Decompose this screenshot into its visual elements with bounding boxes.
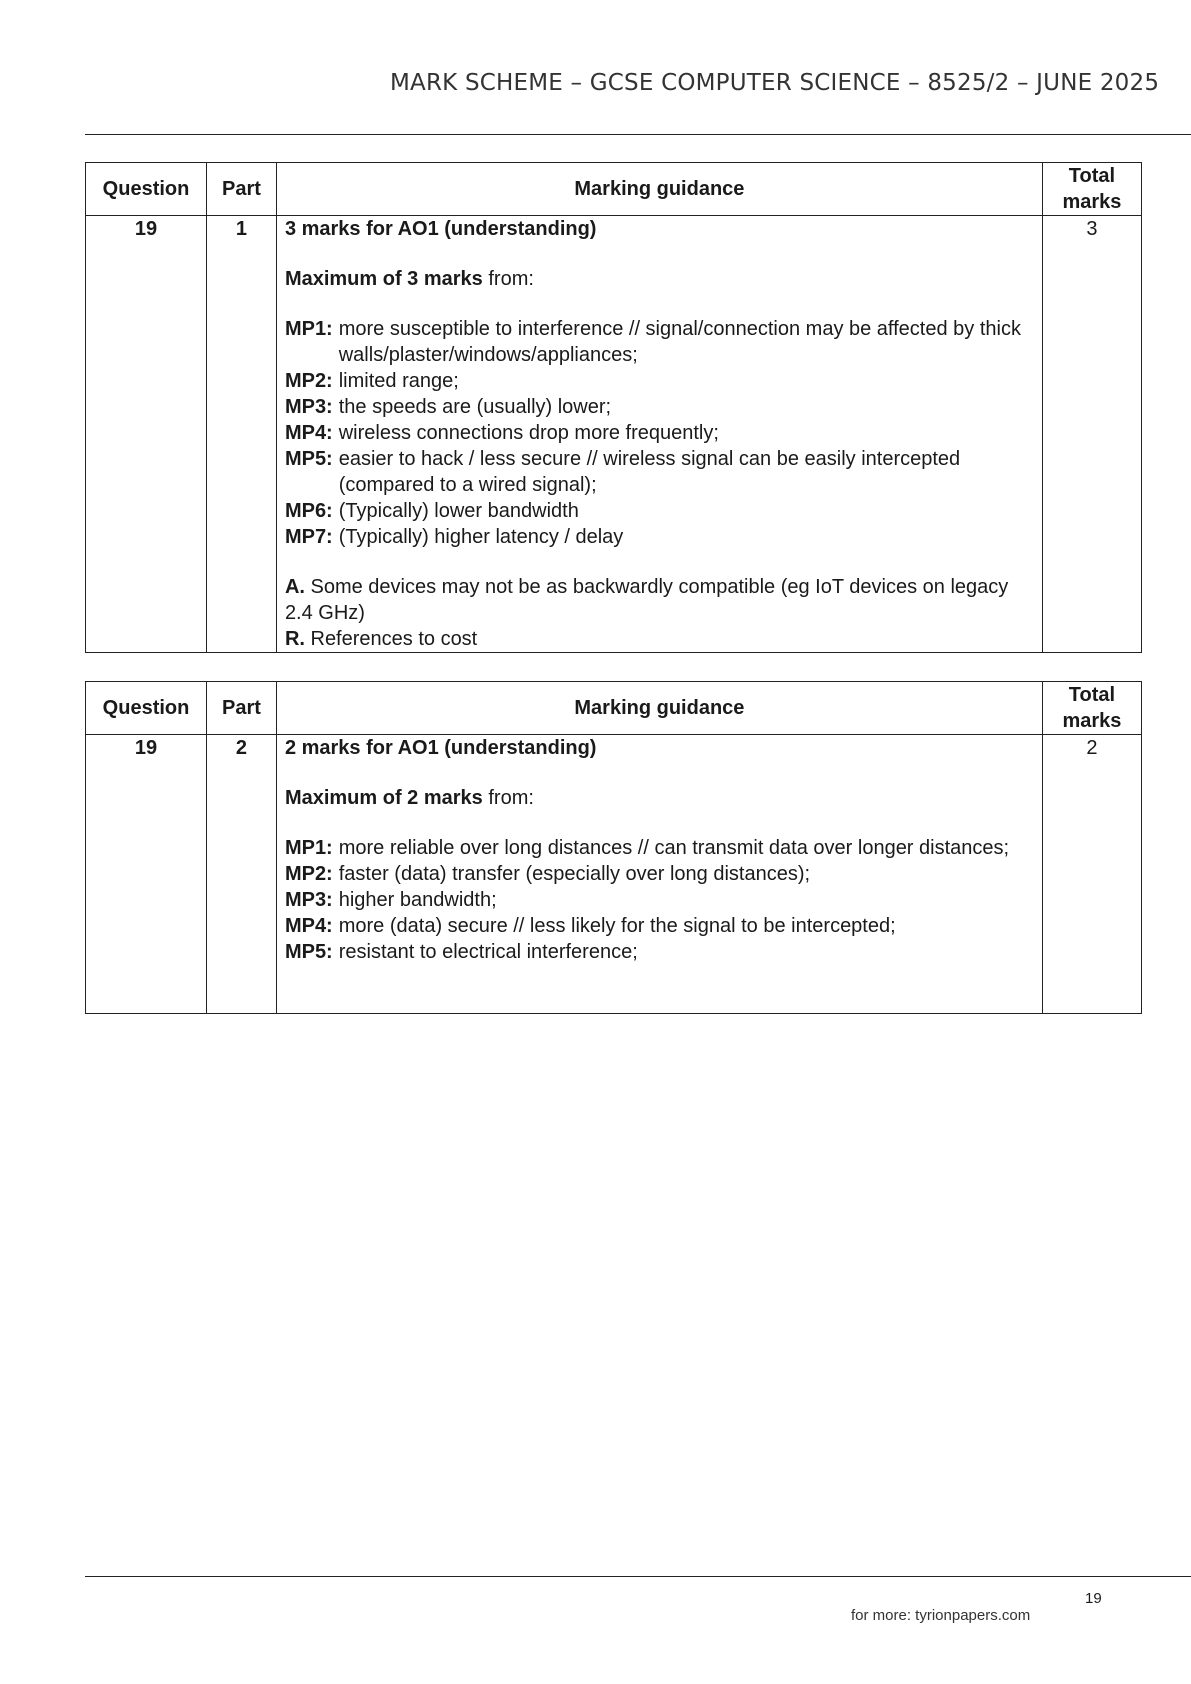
header-divider	[85, 134, 1191, 135]
mark-point: MP1: more susceptible to interference // signal/connection may be affected by thick walls/plaster/windows/appliances;	[284, 318, 1021, 366]
mark-point: MP5: resistant to electrical interference;	[284, 941, 638, 963]
part-number: 1	[207, 216, 277, 653]
table-header-row	[86, 163, 1142, 216]
mark-point: MP7: (Typically) higher latency / delay	[284, 526, 624, 548]
footer-divider	[85, 1576, 1191, 1577]
table-row	[86, 735, 1142, 1014]
mark-point: MP4: wireless connections drop more frequently;	[284, 422, 719, 444]
marking-guidance	[276, 735, 1042, 1014]
part-number: 2	[207, 735, 277, 1014]
guidance-heading: 3 marks for AO1 (understanding)	[284, 218, 597, 240]
mark-point: MP1: more reliable over long distances // can transmit data over longer distances;	[284, 837, 1010, 859]
mark-point: MP4: more (data) secure // less likely for the signal to be intercepted;	[284, 915, 896, 937]
table-header-row	[86, 682, 1142, 735]
total-marks: 3	[1042, 216, 1141, 653]
column-header-guidance: Marking guidance	[276, 163, 1042, 216]
mark-point: MP3: higher bandwidth;	[284, 889, 497, 911]
accept-note: A. Some devices may not be as backwardly compatible (eg IoT devices on legacy 2.4 GHz)	[284, 576, 1009, 624]
mark-point: MP5: easier to hack / less secure // wireless signal can be easily intercepted (compared to a wired signal);	[284, 448, 961, 496]
column-header-part: Part	[207, 682, 277, 735]
column-header-total: Total marks	[1042, 682, 1141, 735]
mark-scheme-table-19-2	[85, 681, 1142, 1014]
mark-point: MP3: the speeds are (usually) lower;	[284, 396, 612, 418]
question-number: 19	[86, 735, 207, 1014]
footer-note: for more: tyrionpapers.com	[851, 1607, 1031, 1624]
mark-point: MP2: faster (data) transfer (especially over long distances);	[284, 863, 811, 885]
total-marks: 2	[1042, 735, 1141, 1014]
marking-guidance	[276, 216, 1042, 653]
column-header-part: Part	[207, 163, 277, 216]
column-header-total: Total marks	[1042, 163, 1141, 216]
question-number: 19	[86, 216, 207, 653]
column-header-question: Question	[86, 682, 207, 735]
column-header-guidance: Marking guidance	[276, 682, 1042, 735]
maximum-marks-line: Maximum of 3 marks from:	[284, 268, 534, 290]
page-number: 19	[1085, 1590, 1102, 1607]
mark-point: MP6: (Typically) lower bandwidth	[284, 500, 579, 522]
reject-note: R. References to cost	[284, 628, 478, 650]
maximum-marks-line: Maximum of 2 marks from:	[284, 787, 534, 809]
guidance-heading: 2 marks for AO1 (understanding)	[284, 737, 597, 759]
mark-scheme-table-19-1	[85, 162, 1142, 653]
page-header-title: MARK SCHEME – GCSE COMPUTER SCIENCE – 8525/2 – JUNE 2025	[390, 70, 1160, 96]
mark-point: MP2: limited range;	[284, 370, 459, 392]
column-header-question: Question	[86, 163, 207, 216]
table-row	[86, 216, 1142, 653]
